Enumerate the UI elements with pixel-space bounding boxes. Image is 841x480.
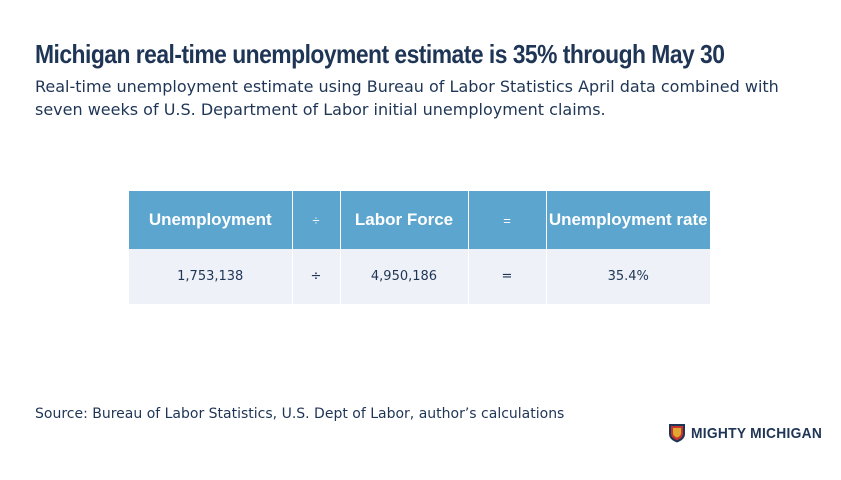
shield-logo-icon [668,423,686,443]
header-equals-operator: = [468,191,546,249]
page-subtitle: Real-time unemployment estimate using Bureau of Labor Statistics April data combined with seven weeks of U.S. Department of Labor initial unemployment claims. [35,77,779,119]
header-unemployment: Unemployment [129,191,292,249]
page-title: Michigan real-time unemployment estimate is 35% through May 30 [35,39,725,69]
table-row [129,249,710,304]
mighty-michigan-logo [668,422,834,444]
header-labor-force: Labor Force [340,191,468,249]
cell-equals-operator: = [468,249,546,304]
source-note: Source: Bureau of Labor Statistics, U.S. Dept of Labor, author’s calculations [35,406,565,422]
unemployment-calculation-table [129,191,710,304]
header-divide-operator: ÷ [292,191,340,249]
logo-text: MIGHTY MICHIGAN [691,424,823,442]
cell-unemployment-value: 1,753,138 [129,249,292,304]
cell-labor-force-value: 4,950,186 [340,249,468,304]
cell-divide-operator: ÷ [292,249,340,304]
header-unemployment-rate: Unemployment rate [546,191,710,249]
cell-unemployment-rate-value: 35.4% [546,249,710,304]
table-header-row [129,191,710,249]
